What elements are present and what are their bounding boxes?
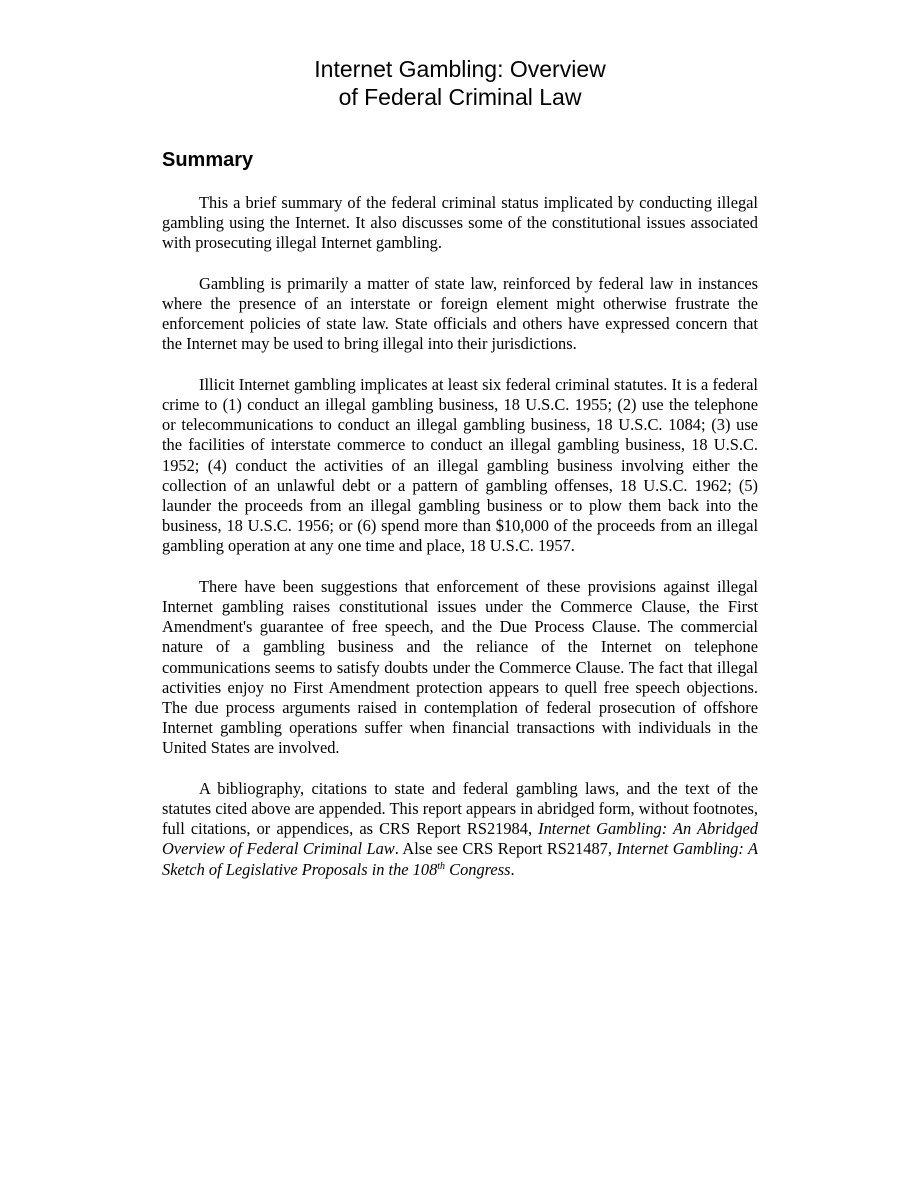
report-title-rs21487-main: Internet Gambling: A Sketch of Legislative Proposals in the 108 <box>162 839 758 879</box>
paragraph-constitutional-issues: There have been suggestions that enforcement of these provisions against illegal Internet gambling raises constitutional issues under the Commerce Clause, the First Amendment's guarantee of free speech, and the Due Process Clause. The commercial nature of a gambling business and the reliance of the Internet on telephone communications seems to satisfy doubts under the Commerce Clause. The fact that illegal activities enjoy no First Amendment protection appears to quell free speech objections. The due process arguments raised in contemplation of federal prosecution of offshore Internet gambling operations suffer when financial transactions with individuals in the United States are involved. <box>162 576 758 758</box>
bibliography-text-c: . <box>510 859 515 879</box>
paragraph-bibliography <box>162 779 758 880</box>
summary-body <box>162 193 758 880</box>
section-heading-summary: Summary <box>162 149 254 171</box>
paragraph-state-law: Gambling is primarily a matter of state law, reinforced by federal law in instances where the presence of an interstate or foreign element might otherwise frustrate the enforcement policies of state law. State officials and others have expressed concern that the Internet may be used to bring illegal into their jurisdictions. <box>162 273 758 354</box>
report-title-rs21984: Internet Gambling: An Abridged Overview of Federal Criminal Law <box>162 819 758 859</box>
bibliography-text-a: A bibliography, citations to state and federal gambling laws, and the text of the statutes cited above are appended. This report appears in abridged form, without footnotes, full citations, or appendices, as CRS Report RS21984, <box>162 778 758 839</box>
title-line-1: Internet Gambling: Overview <box>314 56 606 82</box>
paragraph-federal-statutes: Illicit Internet gambling implicates at least six federal criminal statutes. It is a federal crime to (1) conduct an illegal gambling business, 18 U.S.C. 1955; (2) use the telephone or telecommunications to conduct an illegal gambling business, 18 U.S.C. 1084; (3) use the facilities of interstate commerce to conduct an illegal gambling business, 18 U.S.C. 1952; (4) conduct the activities of an illegal gambling business involving either the collection of an unlawful debt or a pattern of gambling offenses, 18 U.S.C. 1962; (5) launder the proceeds from an illegal gambling business or to plow them back into the business, 18 U.S.C. 1956; or (6) spend more than $10,000 of the proceeds from an illegal gambling operation at any one time and place, 18 U.S.C. 1957. <box>162 374 758 556</box>
title-line-2: of Federal Criminal Law <box>338 84 582 110</box>
report-title-rs21487-end: Congress <box>445 859 511 879</box>
bibliography-text-b: . Alse see CRS Report RS21487, <box>394 839 617 859</box>
document-title <box>0 55 920 111</box>
ordinal-superscript: th <box>437 860 446 872</box>
paragraph-intro: This a brief summary of the federal criminal status implicated by conducting illegal gambling using the Internet. It also discusses some of the constitutional issues associated with prosecuting illegal Internet gambling. <box>162 193 758 253</box>
